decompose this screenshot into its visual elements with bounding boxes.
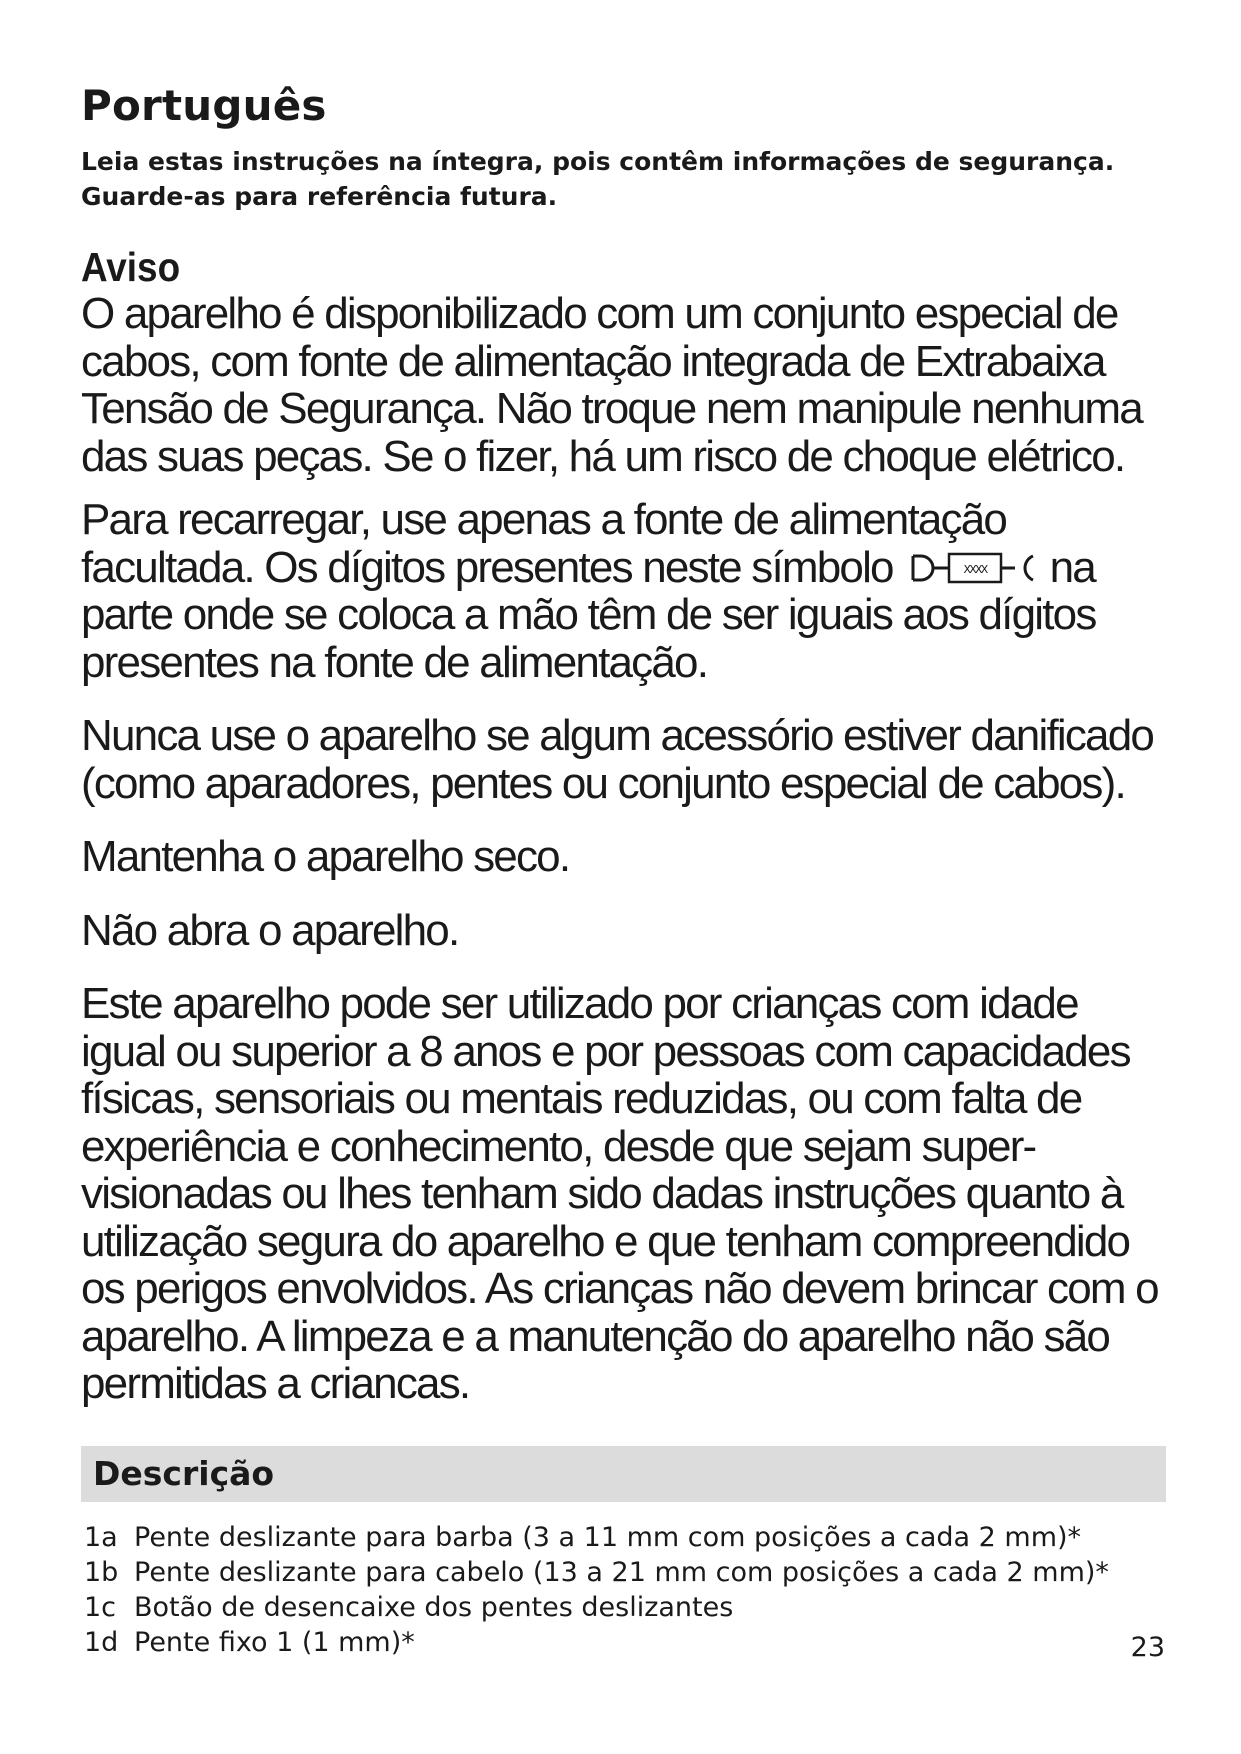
warning-paragraph-2 (81, 496, 1166, 686)
list-item (81, 1520, 1166, 1555)
warning-paragraph-3: Nunca use o aparelho se algum acessório estiver danificado (como aparadores, pentes ou conjunto especial de cabos). (81, 711, 1154, 808)
warning-title: Aviso (81, 244, 181, 290)
symbol-digits: XXXX (963, 562, 987, 576)
description-list (81, 1520, 1166, 1660)
item-code: 1a (84, 1521, 118, 1553)
item-code: 1b (84, 1556, 119, 1588)
item-text: Pente deslizante para cabelo (13 a 21 mm com posições a cada 2 mm)* (134, 1556, 1109, 1588)
list-item (81, 1625, 1166, 1660)
list-item (81, 1555, 1166, 1590)
manual-page (81, 80, 1166, 1660)
warning-paragraph-5: Não abra o aparelho. (81, 905, 459, 955)
item-text: Pente deslizante para barba (3 a 11 mm com posições a cada 2 mm)* (134, 1521, 1082, 1553)
intro-text: Leia estas instruções na íntegra, pois contêm informações de segurança. Guarde-as para referência futura. (81, 147, 1115, 211)
item-code: 1d (84, 1626, 119, 1658)
warning-paragraph-6: Este aparelho pode ser utilizado por crianças com idade igual ou superior a 8 anos e por pessoas com capacidades físicas, sensoriais ou mentais reduzidas, ou com falta de experiência e conhecimento, desde que sejam super- visionadas ou lhes tenham sido dadas instruções quanto à utilização segura do aparelho e que tenham compreendido os perigos envolvidos. As crianças não devem brincar com o aparelho. A limpeza e a manutenção do aparelho não são permitidas a criancas. (81, 979, 1158, 1408)
warning-paragraph-2-before: Para recarregar, use apenas a fonte de alimentação facultada. Os dígitos presentes neste símbolo (81, 495, 1007, 592)
page-number: 23 (1130, 1632, 1165, 1663)
warning-paragraph-1: O aparelho é disponibilizado com um conjunto especial de cabos, com fonte de alimentação integrada de Extrabaixa Tensão de Segurança. Não troque nem manipule nenhuma das suas peças. Se o fizer, há um risco de choque elétrico. (81, 289, 1142, 481)
warning-paragraph-4: Mantenha o aparelho seco. (81, 832, 570, 881)
item-text: Botão de desencaixe dos pentes deslizantes (134, 1591, 734, 1623)
description-section-header (81, 1446, 1166, 1502)
list-item (81, 1590, 1166, 1625)
language-title: Português (81, 81, 327, 130)
item-text: Pente fixo 1 (1 mm)* (134, 1626, 415, 1658)
power-supply-plug-icon (909, 548, 1037, 588)
description-title: Descrição (93, 1454, 275, 1493)
item-code: 1c (84, 1591, 117, 1623)
warning-paragraph-2-after: na parte onde se coloca a mão têm de ser iguais aos dígitos presentes na fonte de alimentação. (81, 542, 1096, 687)
